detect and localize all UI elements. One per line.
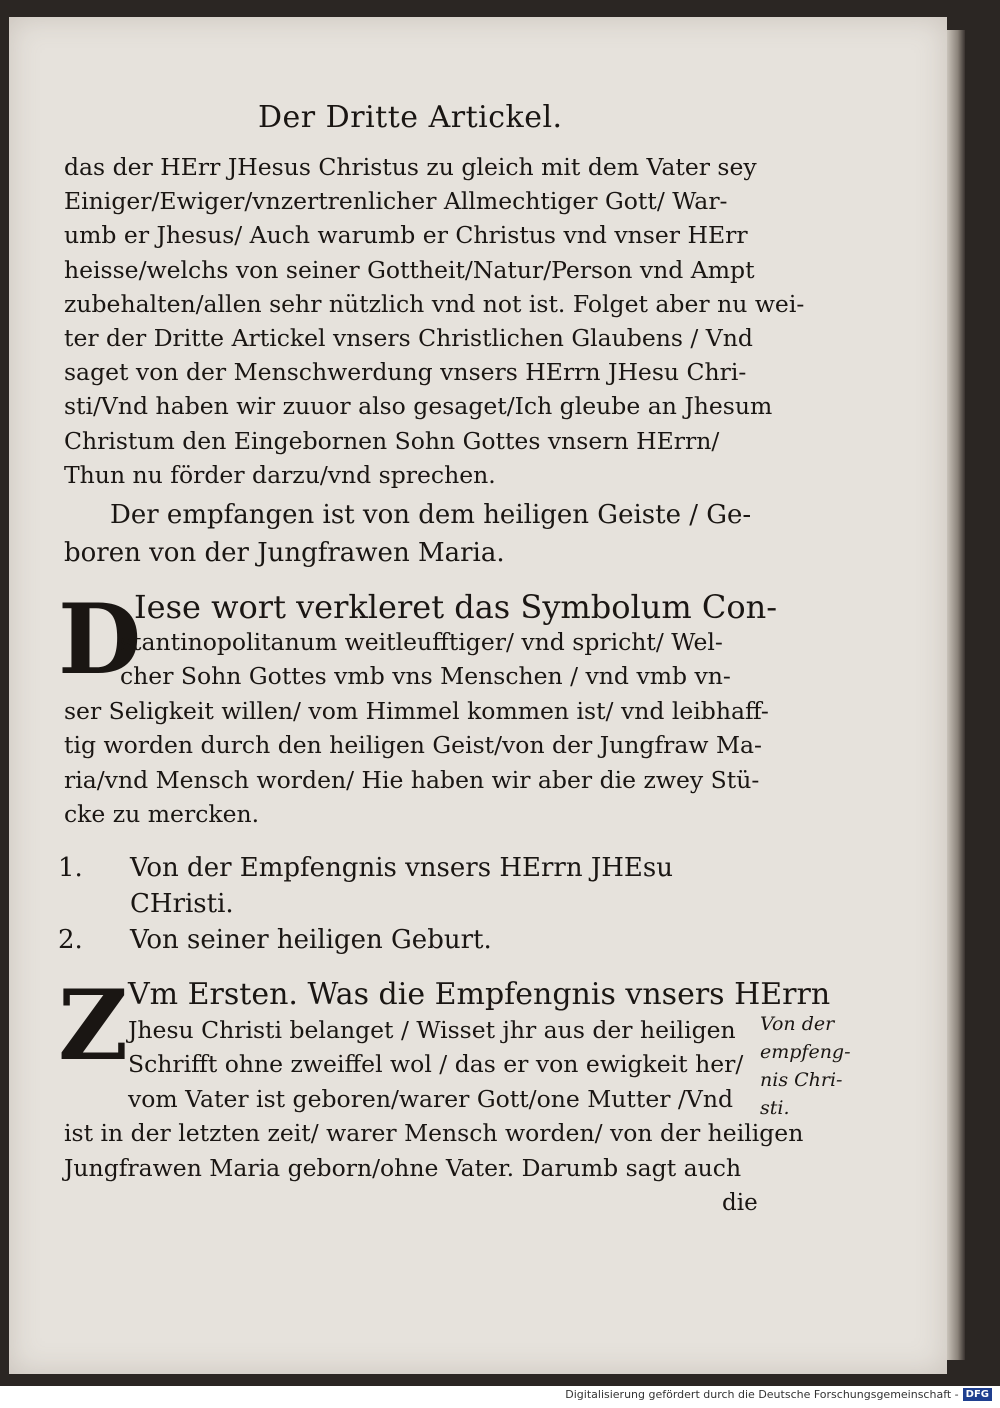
list-number: 1. — [58, 853, 83, 883]
list-number: 2. — [58, 925, 83, 955]
margin-note-line: Von der — [760, 1013, 835, 1035]
list-item — [58, 850, 673, 922]
text-line: sti/Vnd haben wir zuuor also gesaget/Ich gleube an Jhesum — [64, 392, 773, 421]
text-line: vom Vater ist geboren/warer Gott/one Mutter /Vnd — [128, 1084, 733, 1113]
catchword: die — [722, 1190, 758, 1216]
text-line: umb er Jhesus/ Auch warumb er Christus vnd vnser HErr — [64, 221, 748, 250]
page-edge — [947, 30, 965, 1360]
text-line: zubehalten/allen sehr nützlich vnd not ist. Folget aber nu wei- — [64, 289, 805, 318]
paragraph-4 — [64, 978, 830, 1185]
text-line: Schrifft ohne zweiffel wol / das er von ewigkeit her/ — [128, 1050, 744, 1078]
paragraph-1 — [64, 150, 804, 492]
text-line: Christum den Eingebornen Sohn Gottes vnsern HErrn/ — [64, 426, 720, 455]
text-line: ter der Dritte Artickel vnsers Christlichen Glaubens / Vnd — [64, 324, 753, 353]
text-line: Vm Ersten. Was die Empfengnis vnsers HErrn — [128, 977, 831, 1012]
text-line: Thun nu förder darzu/vnd sprechen. — [64, 460, 496, 489]
text-line: ist in der letzten zeit/ warer Mensch worden/ von der heiligen — [64, 1119, 804, 1147]
numbered-list — [58, 850, 673, 958]
text-line: Jungfrawen Maria geborn/ohne Vater. Darumb sagt auch — [64, 1153, 742, 1182]
margin-note-line: nis Chri- — [760, 1069, 843, 1091]
digitization-footer — [565, 1388, 992, 1401]
text-line: Iese wort verkleret das Symbolum Con- — [134, 588, 778, 626]
text-line: stantinopolitanum weitleufftiger/ vnd spricht/ Wel- — [120, 627, 723, 656]
text-line: tig worden durch den heiligen Geist/von der Jungfraw Ma- — [64, 731, 762, 759]
list-text-continuation: CHristi. — [130, 889, 234, 919]
margin-note-line: empfeng- — [760, 1041, 851, 1063]
list-item — [58, 922, 673, 958]
margin-note-line: sti. — [760, 1097, 790, 1119]
text-line: Einiger/Ewiger/vnzertrenlicher Allmechtiger Gott/ War- — [64, 187, 728, 216]
text-line: Jhesu Christi belanget / Wisset jhr aus der heiligen — [128, 1015, 736, 1044]
margin-note — [760, 1010, 850, 1122]
text-line: boren von der Jungfrawen Maria. — [64, 538, 505, 568]
paragraph-3 — [64, 590, 777, 832]
text-line: cke zu mercken. — [64, 800, 260, 828]
decorated-initial: D — [58, 583, 142, 696]
text-line: das der HErr JHesus Christus zu gleich mit dem Vater sey — [64, 153, 757, 181]
list-text: Von seiner heiligen Geburt. — [130, 925, 492, 955]
footer-text: Digitalisierung gefördert durch die Deutsche Forschungsgemeinschaft - — [565, 1388, 959, 1401]
text-line: saget von der Menschwerdung vnsers HErrn JHesu Chri- — [64, 358, 747, 387]
text-line: heisse/welchs von seiner Gottheit/Natur/Person vnd Ampt — [64, 255, 755, 284]
text-line: ria/vnd Mensch worden/ Hie haben wir aber die zwey Stü- — [64, 765, 760, 794]
text-line: ser Seligkeit willen/ vom Himmel kommen ist/ vnd leibhaff- — [64, 696, 769, 725]
text-line: Der empfangen ist von dem heiligen Geiste / Ge- — [110, 500, 752, 530]
text-line: cher Sohn Gottes vmb vns Menschen / vnd vmb vn- — [120, 662, 731, 690]
running-head: Der Dritte Artickel. — [258, 100, 563, 135]
decorated-initial: Z — [58, 969, 129, 1082]
list-text: Von der Empfengnis vnsers HErrn JHEsu — [130, 853, 674, 883]
dfg-logo-icon: DFG — [963, 1388, 992, 1401]
creed-quotation — [64, 496, 751, 572]
